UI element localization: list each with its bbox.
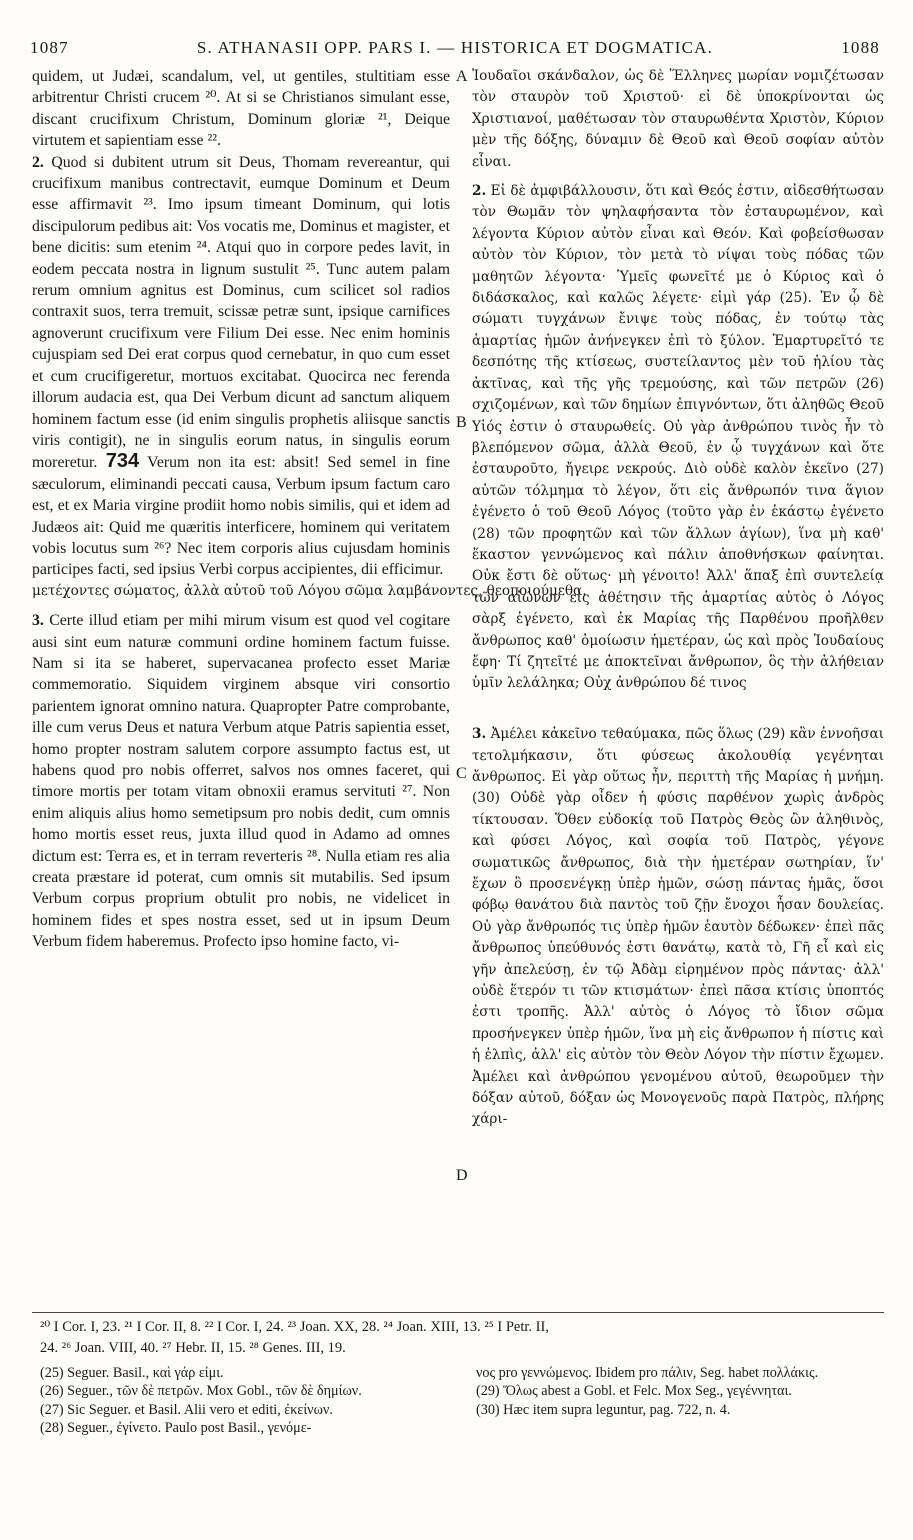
note: (27) Sic Seguer. et Basil. Alii vero et editi, ἐκείνων. — [40, 1401, 333, 1418]
margin-letter-d: D — [456, 1167, 468, 1184]
latin-paragraph-1: quidem, ut Judæi, scandalum, vel, ut gentiles, stultitiam esse arbitrentur Christi crucem ²⁰. At si se Christianos simulant esse, discant crucifixum Christum, Dominum gloriæ ²¹, Deique virtutem et sapientiam esse ²². — [32, 68, 450, 150]
greek-paragraph-3 — [472, 724, 884, 1131]
running-header — [30, 38, 880, 60]
scripture-line-2: 24. ²⁶ Joan. VIII, 40. ²⁷ Hebr. II, 15. ²⁸ Genes. III, 19. — [40, 1340, 346, 1356]
critical-notes-right — [476, 1364, 884, 1419]
section-number: 2. — [472, 183, 487, 200]
section-number: 2. — [32, 153, 44, 171]
running-title: S. ATHANASII OPP. PARS I. — HISTORICA ET DOGMATICA. — [196, 38, 714, 57]
critical-notes-left — [40, 1364, 460, 1438]
page-number-right: 1088 — [841, 38, 880, 57]
latin-paragraph-2 — [32, 152, 450, 581]
margin-letter-b: B — [456, 414, 467, 431]
latin-paragraph-2b: Verum non ita est: absit! Sed semel in fine sæculorum, eliminandi peccati causa, Verbum ipsum factum caro est, et ex Maria virgine prodiit homo nobis similis, qui et idem ad Judæos ait: Quid me quæritis interficere, hominem qui veritatem vobis locutus sum ²⁶? Nec item corporis alius cujusdam hominis participes facti, sed ipsius Verbi corpus accipientes, dii efficimur. — [32, 454, 450, 579]
latin-paragraph-3 — [32, 610, 450, 953]
greek-paragraph-3-text: Ἀμέλει κἀκεῖνο τεθαύμακα, πῶς ὅλως (29) κἂν ἐννοῆσαι τετολμήκασιν, ὅτι φύσεως ἀκολουθίᾳ γεγένηται ἄνθρωπος. Εἰ γὰρ οὕτως ἦν, περιττὴ τῆς Μαρίας ἡ μνήμη. (30) Οὐδὲ γὰρ οἶδεν ἡ φύσις παρθένον χωρὶς ἀνδρὸς τίκτουσαν. Ὅθεν εὐδοκίᾳ τοῦ Πατρὸς Θεὸς ὢν ἀληθινὸς, καὶ φύσει Λόγος, καὶ σοφία τοῦ Πατρὸς, γέγονε σωματικῶς ἄνθρωπος, διὰ τὴν ἡμετέραν σωτηρίαν, ἵν' ἔχων ὃ προσενέγκῃ ὑπὲρ ἡμῶν, σώσῃ πάντας ἡμᾶς, ὅσοι φόβῳ θανάτου διὰ παντὸς τοῦ ζῇν ἔνοχοι ἦσαν δουλείας. Οὐ γὰρ ἄνθρωπός τις ὑπὲρ ἡμῶν ἑαυτὸν δέδωκεν· ἐπεὶ πᾶς ἄνθρωπος ὑπεύθυνός ἐστι θανάτῳ, κατὰ τὸ, Γῆ εἶ καὶ εἰς γῆν ἀπελεύσῃ, ἐν τῷ Ἀδὰμ εἰρημένον πρὸς πάντας· ἀλλ' οὐδὲ ἕτερόν τι τῶν κτισμάτων· ἐπεὶ πᾶσα κτίσις ὑποπτός ἐστι τροπῆς. Ἀλλ' αὐτὸς ὁ Λόγος τὸ ἴδιον σῶμα προσήνεγκεν ὑπὲρ ἡμῶν, ἵνα μὴ εἰς ἄνθρωπον ἡ πίστις καὶ ἡ ἐλπὶς, ἀλλ' εἰς αὐτὸν τὸν Θεὸν Λόγον τὴν πίστιν ἔχωμεν. Ἀμέλει καὶ ἀνθρώπου γενομένου αὐτοῦ, θεωροῦμεν τὴν δόξαν αὐτοῦ, δόξαν ὡς Μονογενοῦς παρὰ Πατρὸς, πλήρης χάρι- — [472, 726, 884, 1128]
footnote-divider — [32, 1312, 884, 1313]
latin-column — [32, 66, 587, 953]
page-number-left: 1087 — [30, 38, 69, 57]
latin-paragraph-3-text: Certe illud etiam per mihi mirum visum est quod vel cogitare ausi sint eum naturæ communi ordine hominem factum fuisse. Nam si ita se haberet, supervacanea profecto esset Mariæ commemoratio. Siquidem virginem absque viri consortio parientem ignorat omnino natura. Quapropter Patre comprobante, ille cum verus Deus et natura Verbum atque Patris sapientia esset, homo propter nostram salutem corpore assumpto factus est, ut habens quod pro nobis offerret, salvos nos omnes faceret, qui timore mortis per totam vitam obnoxii eramus servituti ²⁷. Non enim aliquis alius homo semetipsum pro nobis dedit, cum omnis homo mortis esset reus, juxta illud quod in Adamo ad omnes dictum est: Terra es, et in terram reverteris ²⁸. Nulla etiam res alia creata præstare id poterat, cum omnis sit mutabilis. Sed ipsum Verbum corpus proprium obtulit pro nobis, ne videlicet in hominem fides et spes nostra esset, sed ut in ipsum Deum Verbum fidem haberemus. Profecto ipso homine facto, vi- — [32, 612, 450, 951]
greek-paragraph-2 — [472, 181, 884, 695]
scripture-line-1: ²⁰ I Cor. I, 23. ²¹ I Cor. II, 8. ²² I Cor. I, 24. ²³ Joan. XX, 28. ²⁴ Joan. XIII, 13. ²⁵ I Petr. II, — [40, 1319, 549, 1335]
note: (25) Seguer. Basil., καὶ γάρ εἰμι. — [40, 1365, 224, 1381]
section-number: 3. — [32, 612, 44, 630]
note: (28) Seguer., ἐγίνετο. Paulo post Basil., γενόμε- — [40, 1420, 312, 1437]
note: (29) Ὅλως abest a Gobl. et Felc. Mox Seg., γεγέννηται. — [476, 1383, 792, 1400]
greek-paragraph-2-text: Εἰ δὲ ἀμφιβάλλουσιν, ὅτι καὶ Θεός ἐστιν, αἰδεσθήτωσαν τὸν Θωμᾶν τὸν ψηλαφήσαντα τὸν ἐσταυρωμένον, καὶ λέγοντα Κύριον αὐτὸν εἶναι καὶ Θεόν. Καὶ φοβείσθωσαν αὐτὸν τὸν Κύριον, τὸν μετὰ τὸ νίψαι τοὺς πόδας τῶν μαθητῶν λέγοντα· Ὑμεῖς φωνεῖτέ με ὁ Κύριος καὶ ὁ διδάσκαλος, καὶ καλῶς λέγετε· εἰμὶ γάρ (25). Ἐν ᾧ δὲ σώματι τυγχάνων ἔνιψε τοὺς πόδας, ἐν τούτῳ τὰς ἁμαρτίας ἡμῶν ἀνήνεγκεν ἐπὶ τὸ ξύλον. Ἐμαρτυρεῖτό τε δεσπότης τῆς κτίσεως, συστείλαντος μὲν τοῦ ἡλίου τὰς ἀκτῖνας, καὶ τῆς γῆς τρεμούσης, καὶ τῶν πετρῶν (26) σχιζομένων, καὶ τῶν δημίων ἐπιγνόντων, ὅτι ἀληθῶς Θεοῦ Υἱός ἐστιν ὁ σταυρωθείς. Οὐ γὰρ ἀνθρώπου τινὸς ἦν τὸ βλεπόμενον σῶμα, ἀλλὰ Θεοῦ, ἐν ᾧ τυγχάνων καὶ ὅτε ἐσταυροῦτο, ἤγειρε νεκρούς. Διὸ οὐδὲ καλὸν ἐκεῖνο (27) αὐτῶν τόλμημα τὸ λέγον, ὅτι εἰς ἄνθρωπόν τινα ἅγιον ἐγένετο ὁ τοῦ Θεοῦ Λόγος (τοῦτο γὰρ ἐν ἑκάστῳ ἐγένετο (28) τῶν προφητῶν καὶ τῶν ἄλλων ἁγίων), ἵνα μὴ καθ' ἕκαστον γεννώμενος καὶ πάλιν ἀποθνήσκων φαίνηται. Οὐκ ἔστι δὲ οὕτως· μὴ γένοιτο! Ἀλλ' ἅπαξ ἐπὶ συντελείᾳ τῶν αἰώνων εἰς ἀθέτησιν τῆς ἁμαρτίας αὐτὸς ὁ Λόγος σὰρξ ἐγένετο, καὶ ἐκ Μαρίας τῆς Παρθένου προῆλθεν ἄνθρωπος καθ' ὁμοίωσιν ἡμετέραν, ὡς καὶ πρὸς Ἰουδαίους ἔφη· Τί ζητεῖτέ με ἀποκτεῖναι ἄνθρωπον, ὃς τὴν ἀλήθειαν ὑμῖν λελάληκα; Οὐχ ἀνθρώπου δέ τινος — [472, 183, 884, 692]
greek-paragraph-1: Ἰουδαῖοι σκάνδαλον, ὡς δὲ Ἕλληνες μωρίαν νομιζέτωσαν τὸν σταυρὸν τοῦ Χριστοῦ· εἰ δὲ ὑποκρίνονται ὡς Χριστιανοί, μαθέτωσαν τὸν σταυρωθέντα Χριστὸν, Κύριον μὲν τῆς δόξης, δύναμιν δὲ Θεοῦ καὶ Θεοῦ σοφίαν αὐτὸν εἶναι. — [472, 68, 884, 170]
scripture-references — [40, 1317, 880, 1359]
column-number: 734 — [105, 450, 140, 473]
greek-crossline: μετέχοντες σώματος, ἀλλὰ αὐτοῦ τοῦ Λόγου σῶμα λαμβάνοντες, θεοποιούμεθα. — [32, 582, 587, 599]
note: (26) Seguer., τῶν δὲ πετρῶν. Mox Gobl., τῶν δὲ δημίων. — [40, 1383, 362, 1400]
latin-paragraph-2a: Quod si dubitent utrum sit Deus, Thomam revereantur, qui crucifixum manibus contrectavit, eumque Dominum et Deum esse affirmavit ²³. Imo ipsum timeant Dominum, qui lotis discipulorum pedibus ait: Vos vocatis me, Dominus et magister, et bene dicitis: sum etenim ²⁴. Atqui quo in corpore pedes lavit, in eodem peccata nostra in lignum sustulit ²⁵. Tunc autem palam rerum omnium agnitus est Dominus, cum scilicet sol radios contraxit suos, terra tremuit, scissæ petræ sunt, ipsique carnifices agnoverunt crucifixum vere Filium Dei esse. Nec enim hominis cujuspiam sed Dei erat corpus quod cernebatur, in quo cum esset et cum crucifigeretur, mortuos excitabat. Quocirca nec ferenda illorum audacia est, qua Dei Verbum dicunt ad sanctum aliquem hominem factum esse (id enim singulis prophetis aliisque sanctis viris contigit), ne in singulis eorum natus, in singulis eorum moreretur. — [32, 153, 450, 472]
section-number: 3. — [472, 726, 487, 743]
note: (30) Hæc item supra leguntur, pag. 722, n. 4. — [476, 1401, 731, 1418]
margin-letter-a: A — [456, 68, 468, 85]
greek-column — [472, 66, 884, 1131]
margin-letter-c: C — [456, 765, 467, 782]
note: νος pro γεννώμενος. Ibidem pro πάλιν, Seg. habet πολλάκις. — [476, 1365, 819, 1381]
